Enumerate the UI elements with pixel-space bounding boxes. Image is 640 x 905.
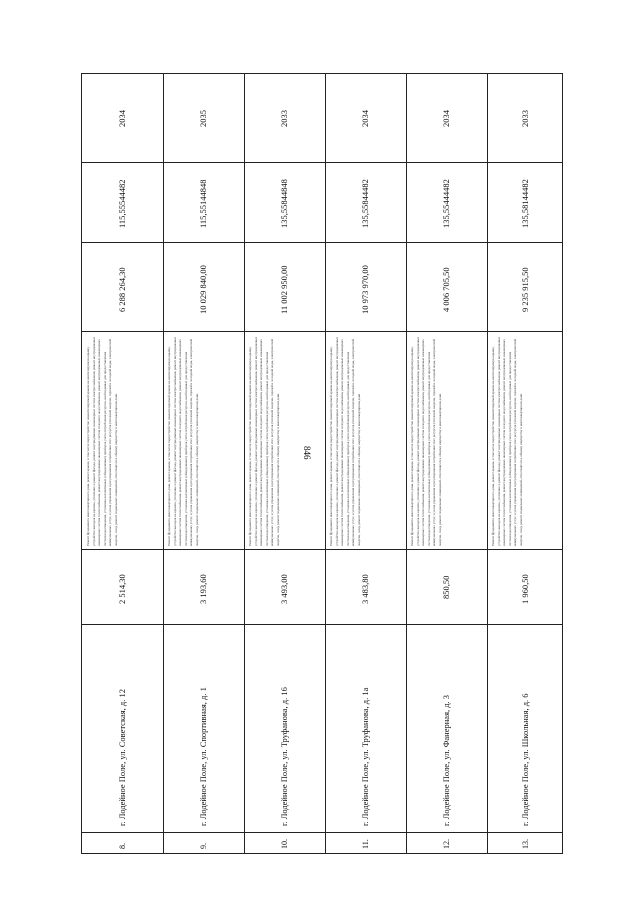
row-cost: 9 235 915,50 [520, 267, 531, 312]
row-area: 2 514,30 [117, 574, 128, 604]
row-description: Ремонт фундамента многоквартирного дома, ремонт крыши, в том числе переустройство невентилируемой крыши на вентилируемую крышу, устройство выходов на кровлю, утепление и ремонт фасада, ремонт внутридомовых инженерных систем электроснабжения, ремонт внутридомовых инженерных систем теплоснабжения, ремонт внутридомовых инженерных систем холодного водоснабжения, ремонт внутридомовых инженерных систем водоотведения, установка коллективных (общедомовых) приборов учета потребления ресурсов, необходимых для предоставления коммунальных услуг, и узлов управления и регулирования потребления этих ресурсов (тепловой энергии, горячей и холодной воды, электрической энергии, газа), ремонт подвальных помещений, относящихся к общему имуществу в многоквартирном доме [167, 336, 199, 546]
row-divider [82, 549, 562, 550]
row-number: 11. [360, 839, 370, 849]
column-divider [163, 74, 164, 853]
column-divider [244, 74, 245, 853]
row-year: 2033 [279, 110, 290, 127]
row-cost: 11 002 950,00 [279, 265, 290, 314]
column-divider [325, 74, 326, 853]
row-address: г. Лодейное Поле, ул. Школьная, д. 6 [520, 693, 531, 826]
row-year: 2033 [520, 110, 531, 127]
row-area: 3 483,80 [360, 574, 371, 604]
row-cost: 10 029 840,00 [198, 265, 209, 314]
row-address: г. Лодейное Поле, ул. Советская, д. 12 [117, 689, 128, 826]
row-description: Ремонт фундамента многоквартирного дома, ремонт крыши, в том числе переустройство невентилируемой крыши на вентилируемую крышу, устройство выходов на кровлю, утепление и ремонт фасада, ремонт внутридомовых инженерных систем электроснабжения, ремонт внутридомовых инженерных систем теплоснабжения, ремонт внутридомовых инженерных систем холодного водоснабжения, ремонт внутридомовых инженерных систем водоотведения, установка коллективных (общедомовых) приборов учета потребления ресурсов, необходимых для предоставления коммунальных услуг, и узлов управления и регулирования потребления этих ресурсов (тепловой энергии, горячей и холодной воды, электрической энергии, газа), ремонт подвальных помещений, относящихся к общему имуществу в многоквартирном доме [491, 336, 523, 546]
row-area: 3 493,00 [279, 574, 290, 604]
row-year: 2035 [198, 110, 209, 127]
row-address: г. Лодейное Поле, ул. Спортивная, д. 1 [198, 687, 209, 826]
row-number: 9. [198, 843, 208, 849]
row-number: 8. [117, 843, 127, 849]
row-divider [82, 331, 562, 332]
row-address: г. Лодейное Поле, ул. Труфанова, д. 16 [279, 687, 290, 826]
row-description: Ремонт фундамента многоквартирного дома, ремонт крыши, в том числе переустройство невентилируемой крыши на вентилируемую крышу, устройство выходов на кровлю, утепление и ремонт фасада, ремонт внутридомовых инженерных систем электроснабжения, ремонт внутридомовых инженерных систем теплоснабжения, ремонт внутридомовых инженерных систем холодного водоснабжения, ремонт внутридомовых инженерных систем водоотведения, установка коллективных (общедомовых) приборов учета потребления ресурсов, необходимых для предоставления коммунальных услуг, и узлов управления и регулирования потребления этих ресурсов (тепловой энергии, горячей и холодной воды, электрической энергии, газа), ремонт подвальных помещений, относящихся к общему имуществу в многоквартирном доме [248, 336, 280, 546]
row-description: Ремонт фундамента многоквартирного дома, ремонт крыши, в том числе переустройство невентилируемой крыши на вентилируемую крышу, устройство выходов на кровлю, утепление и ремонт фасада, ремонт внутридомовых инженерных систем электроснабжения, ремонт внутридомовых инженерных систем теплоснабжения, ремонт внутридомовых инженерных систем холодного водоснабжения, ремонт внутридомовых инженерных систем водоотведения, установка коллективных (общедомовых) приборов учета потребления ресурсов, необходимых для предоставления коммунальных услуг, и узлов управления и регулирования потребления этих ресурсов (тепловой энергии, горячей и холодной воды, электрической энергии, газа), ремонт подвальных помещений, относящихся к общему имуществу в многоквартирном доме [86, 336, 118, 546]
row-unit-cost: 135,55844482 [360, 179, 371, 228]
row-number: 13. [520, 839, 530, 849]
page-number: 846 [302, 446, 312, 460]
row-unit-cost: 115,55144848 [198, 179, 209, 228]
row-area: 850,50 [441, 575, 452, 599]
row-number: 12. [441, 839, 451, 849]
row-cost: 6 288 264,30 [117, 267, 128, 312]
row-area: 1 960,50 [520, 574, 531, 604]
row-year: 2034 [117, 110, 128, 127]
row-divider [82, 162, 562, 163]
row-cost: 10 973 970,00 [360, 265, 371, 314]
row-description: Ремонт фундамента многоквартирного дома, ремонт крыши, в том числе переустройство невентилируемой крыши на вентилируемую крышу, устройство выходов на кровлю, утепление и ремонт фасада, ремонт внутридомовых инженерных систем электроснабжения, ремонт внутридомовых инженерных систем теплоснабжения, ремонт внутридомовых инженерных систем холодного водоснабжения, ремонт внутридомовых инженерных систем водоотведения, установка коллективных (общедомовых) приборов учета потребления ресурсов, необходимых для предоставления коммунальных услуг, и узлов управления и регулирования потребления этих ресурсов (тепловой энергии, горячей и холодной воды, электрической энергии, газа), ремонт подвальных помещений, относящихся к общему имуществу в многоквартирном доме [329, 336, 361, 546]
row-divider [82, 832, 562, 833]
column-divider [487, 74, 488, 853]
row-unit-cost: 135,55444482 [441, 179, 452, 228]
row-address: г. Лодейное Поле, ул. Фанерная, д. 3 [441, 694, 452, 826]
row-year: 2034 [360, 110, 371, 127]
row-description: Ремонт фундамента многоквартирного дома, ремонт крыши, в том числе переустройство невентилируемой крыши на вентилируемую крышу, устройство выходов на кровлю, утепление и ремонт фасада, ремонт внутридомовых инженерных систем электроснабжения, ремонт внутридомовых инженерных систем теплоснабжения, ремонт внутридомовых инженерных систем холодного водоснабжения, ремонт внутридомовых инженерных систем водоотведения, установка коллективных (общедомовых) приборов учета потребления ресурсов, необходимых для предоставления коммунальных услуг, и узлов управления и регулирования потребления этих ресурсов (тепловой энергии, горячей и холодной воды, электрической энергии, газа), ремонт подвальных помещений, относящихся к общему имуществу в многоквартирном доме [410, 336, 442, 546]
row-address: г. Лодейное Поле, ул. Труфанова, д. 1а [360, 687, 371, 826]
row-unit-cost: 135,58144482 [520, 179, 531, 228]
row-number: 10. [279, 839, 289, 849]
repair-schedule-table [81, 73, 563, 854]
row-year: 2034 [441, 110, 452, 127]
row-cost: 4 006 705,50 [441, 267, 452, 312]
row-unit-cost: 135,55844848 [279, 179, 290, 228]
row-divider [82, 624, 562, 625]
row-area: 3 193,60 [198, 574, 209, 604]
row-divider [82, 242, 562, 243]
column-divider [406, 74, 407, 853]
row-unit-cost: 115,55544482 [117, 179, 128, 228]
